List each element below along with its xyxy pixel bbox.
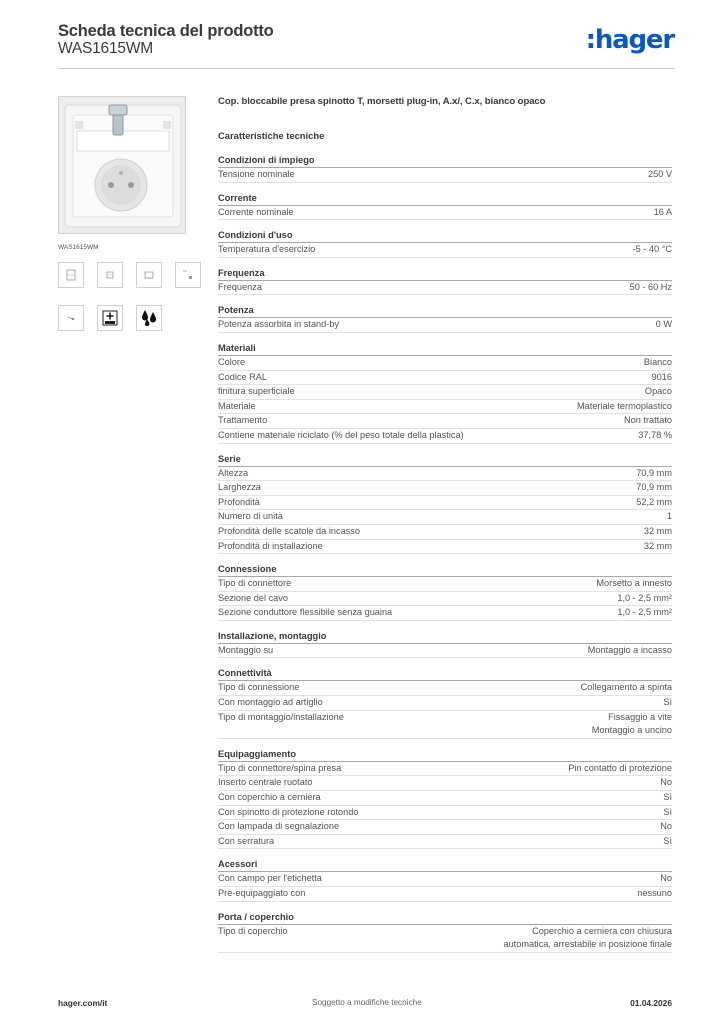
footer-website: hager.com/it: [58, 998, 108, 1008]
spec-row: [218, 371, 672, 386]
spec-row: [218, 606, 672, 621]
spec-group-title: Corrente: [218, 192, 672, 206]
spec-label: Inserto centrale ruotato: [218, 777, 313, 788]
spec-group: [218, 154, 672, 183]
spec-row: [218, 356, 672, 371]
spec-label: Codice RAL: [218, 371, 268, 382]
spec-row: [218, 318, 672, 333]
spec-value: [660, 776, 672, 790]
spec-label: Tipo di connessione: [218, 682, 300, 693]
spec-value: [667, 510, 672, 524]
spec-value-line: Sì: [663, 792, 672, 803]
spec-value: [581, 681, 672, 695]
dimension-drawing-top-icon: [136, 262, 162, 288]
spec-row: [218, 872, 672, 887]
spec-row: [218, 577, 672, 592]
spec-label: Profondità di installazione: [218, 540, 323, 551]
dimension-drawing-iso-icon: [175, 262, 201, 288]
product-image-caption: WAS1615WM: [58, 244, 99, 251]
spec-value: [630, 281, 672, 295]
spec-value-line: 1,0 - 2,5 mm²: [617, 592, 672, 603]
spec-value: [568, 762, 672, 776]
water-protection-icon: [136, 305, 162, 331]
spec-label: Montaggio su: [218, 644, 274, 655]
spec-group: [218, 192, 672, 221]
spec-value-line: 1,0 - 2,5 mm²: [617, 607, 672, 618]
socket-photo-icon: [59, 97, 186, 234]
spec-group: [218, 229, 672, 258]
spec-label: Temperatura d'esercizio: [218, 244, 316, 255]
spec-value: [652, 371, 672, 385]
header-divider: [58, 68, 674, 69]
spec-group: [218, 563, 672, 621]
spec-value-line: 9016: [651, 371, 672, 382]
spec-value-line: 50 - 60 Hz: [629, 281, 672, 292]
spec-label: Sezione del cavo: [218, 592, 288, 603]
spec-label: Contiene materiale riciclato (% del peso totale della plastica): [218, 429, 464, 440]
spec-value-line: Morsetto a innesto: [596, 578, 672, 589]
spec-label: Corrente nominale: [218, 206, 294, 217]
spec-value: [617, 606, 672, 620]
spec-value: [660, 872, 672, 886]
header-product-code: WAS1615WM: [58, 40, 153, 57]
spec-value: [577, 400, 672, 414]
spec-group: [218, 911, 672, 953]
spec-row: [218, 835, 672, 850]
spec-value: [636, 467, 672, 481]
spec-value-line: 32 mm: [643, 540, 672, 551]
spec-row: [218, 887, 672, 902]
spec-value-line: 32 mm: [643, 525, 672, 536]
spec-group-title: Potenza: [218, 304, 672, 318]
spec-label: Con spinotto di protezione rotondo: [218, 806, 359, 817]
spec-label: Materiale: [218, 400, 256, 411]
protection-class-icon: [97, 305, 123, 331]
spec-value-line: Opaco: [644, 386, 672, 397]
spec-group: [218, 304, 672, 333]
spec-group-title: Connessione: [218, 563, 672, 577]
spec-label: Altezza: [218, 467, 249, 478]
spec-row: [218, 592, 672, 607]
spec-value-line: 0 W: [655, 319, 672, 330]
spec-row: [218, 206, 672, 221]
spec-value-line: Montaggio a uncino: [591, 725, 672, 736]
spec-value-line: 1: [666, 511, 672, 522]
spec-label: Numero di unità: [218, 511, 283, 522]
spec-value: [663, 835, 672, 849]
spec-label: Pre-equipaggiato con: [218, 888, 306, 898]
spec-group: [218, 858, 672, 901]
spec-value: [638, 429, 672, 443]
spec-value: [648, 168, 672, 182]
spec-value-line: Sì: [663, 697, 672, 708]
spec-label: finitura superficiale: [218, 386, 295, 397]
spec-group: [218, 630, 672, 659]
spec-value-line: Sì: [663, 806, 672, 817]
spec-value: [588, 644, 672, 658]
spec-value: [633, 243, 672, 257]
spec-row: [218, 414, 672, 429]
spec-group-title: Condizioni d'uso: [218, 229, 672, 243]
spec-value: [654, 206, 672, 220]
spec-row: [218, 776, 672, 791]
spec-value: [644, 540, 672, 554]
spec-value-line: 250 V: [647, 169, 672, 179]
spec-label: Con montaggio ad artiglio: [218, 697, 323, 708]
spec-row: [218, 820, 672, 835]
spec-label: Profondità: [218, 496, 260, 507]
spec-group-title: Installazione, montaggio: [218, 630, 672, 644]
spec-value-line: No: [660, 873, 672, 884]
spec-value-line: Fissaggio a vite: [608, 711, 672, 722]
spec-label: Tipo di montaggio/installazione: [218, 711, 344, 722]
spec-label: Larghezza: [218, 482, 261, 493]
spec-value-line: No: [660, 777, 672, 788]
spec-value-line: Coperchio a cerniera con chiusura: [532, 925, 672, 936]
spec-row: [218, 806, 672, 821]
spec-group: [218, 342, 672, 444]
spec-group-title: Serie: [218, 453, 672, 467]
product-description: Cop. bloccabile presa spinotto T, morsetti plug-in, A.x/, C.x, bianco opaco: [218, 96, 546, 107]
spec-group: [218, 267, 672, 296]
section-title: Caratteristiche tecniche: [218, 130, 325, 141]
spec-value-line: 37,78 %: [638, 429, 672, 440]
spec-value-line: No: [660, 821, 672, 832]
spec-value-line: Bianco: [643, 356, 672, 367]
spec-value: [660, 820, 672, 834]
spec-value-line: Montaggio a incasso: [587, 644, 672, 655]
spec-value-line: 70,9 mm: [636, 467, 672, 478]
spec-row: [218, 696, 672, 711]
dimension-drawing-detail-icon: [58, 305, 84, 331]
spec-row: [218, 243, 672, 258]
spec-row: [218, 400, 672, 415]
spec-row: [218, 681, 672, 696]
spec-label: Tipo di coperchio: [218, 925, 288, 936]
spec-group-title: Materiali: [218, 342, 672, 356]
spec-value: [503, 925, 672, 952]
spec-row: [218, 496, 672, 511]
hager-logo: :hager: [585, 25, 674, 55]
spec-value: [637, 887, 672, 901]
spec-label: Profondità delle scatole da incasso: [218, 525, 360, 536]
spec-group: [218, 667, 672, 738]
spec-value: [645, 385, 672, 399]
spec-group-title: Connettività: [218, 667, 672, 681]
dimension-drawing-front-icon: [58, 262, 84, 288]
spec-label: Frequenza: [218, 281, 262, 292]
spec-group-title: Porta / coperchio: [218, 911, 672, 925]
spec-value-line: Non trattato: [623, 415, 672, 426]
spec-row: [218, 429, 672, 444]
header-title: Scheda tecnica del prodotto: [58, 22, 274, 40]
spec-row: [218, 385, 672, 400]
footer-date: 01.04.2026: [630, 998, 672, 1008]
spec-value-line: Pin contatto di protezione: [568, 762, 672, 773]
footer-disclaimer: Soggetto a modifiche tecniche: [312, 998, 422, 1007]
spec-group: [218, 748, 672, 850]
spec-value-line: automatica, arrestabile in posizione finale: [503, 939, 672, 950]
spec-group: [218, 453, 672, 555]
spec-groups: [218, 154, 672, 953]
spec-value: [663, 791, 672, 805]
spec-row: [218, 510, 672, 525]
technical-data: [218, 96, 672, 962]
spec-value-line: Collegamento a spinta: [580, 682, 672, 693]
spec-label: Colore: [218, 356, 246, 367]
spec-value: [596, 577, 672, 591]
spec-row: [218, 644, 672, 659]
spec-value: [617, 592, 672, 606]
spec-row: [218, 925, 672, 953]
spec-value-line: 70,9 mm: [636, 482, 672, 493]
spec-value-line: Sì: [663, 835, 672, 846]
spec-value: [656, 318, 672, 332]
spec-label: Tipo di connettore/spina presa: [218, 762, 342, 773]
spec-row: [218, 525, 672, 540]
spec-row: [218, 168, 672, 183]
spec-group-title: Acessori: [218, 858, 672, 872]
spec-label: Con coperchio a cerniera: [218, 792, 321, 803]
spec-value: [592, 711, 672, 738]
spec-group-title: Equipaggiamento: [218, 748, 672, 762]
spec-group-title: Frequenza: [218, 267, 672, 281]
spec-row: [218, 481, 672, 496]
spec-group-title: Condizioni di impiego: [218, 154, 672, 168]
spec-value-line: nessuno: [637, 888, 672, 898]
spec-value-line: 52,2 mm: [636, 496, 672, 507]
spec-row: [218, 540, 672, 555]
spec-value-line: Materiale termoplastico: [577, 400, 672, 411]
spec-value: [636, 496, 672, 510]
spec-value-line: 16 A: [653, 206, 672, 217]
spec-value: [624, 414, 672, 428]
spec-label: Potenza assorbita in stand-by: [218, 319, 340, 330]
spec-label: Tipo di connettore: [218, 578, 292, 589]
spec-value: [663, 806, 672, 820]
spec-label: Con campo per l'etichetta: [218, 873, 322, 884]
spec-value: [663, 696, 672, 710]
spec-label: Con lampada di segnalazione: [218, 821, 340, 832]
spec-row: [218, 791, 672, 806]
spec-row: [218, 467, 672, 482]
spec-label: Tensione nominale: [218, 169, 295, 179]
spec-label: Trattamento: [218, 415, 268, 426]
spec-label: Con serratura: [218, 835, 275, 846]
spec-value: [644, 356, 672, 370]
spec-value: [644, 525, 672, 539]
spec-row: [218, 711, 672, 739]
spec-value: [636, 481, 672, 495]
spec-label: Sezione conduttore flessibile senza guaina: [218, 607, 393, 618]
spec-value-line: -5 - 40 °C: [632, 244, 672, 255]
dimension-drawing-side-icon: [97, 262, 123, 288]
product-image: [58, 96, 186, 234]
spec-row: [218, 281, 672, 296]
spec-row: [218, 762, 672, 777]
